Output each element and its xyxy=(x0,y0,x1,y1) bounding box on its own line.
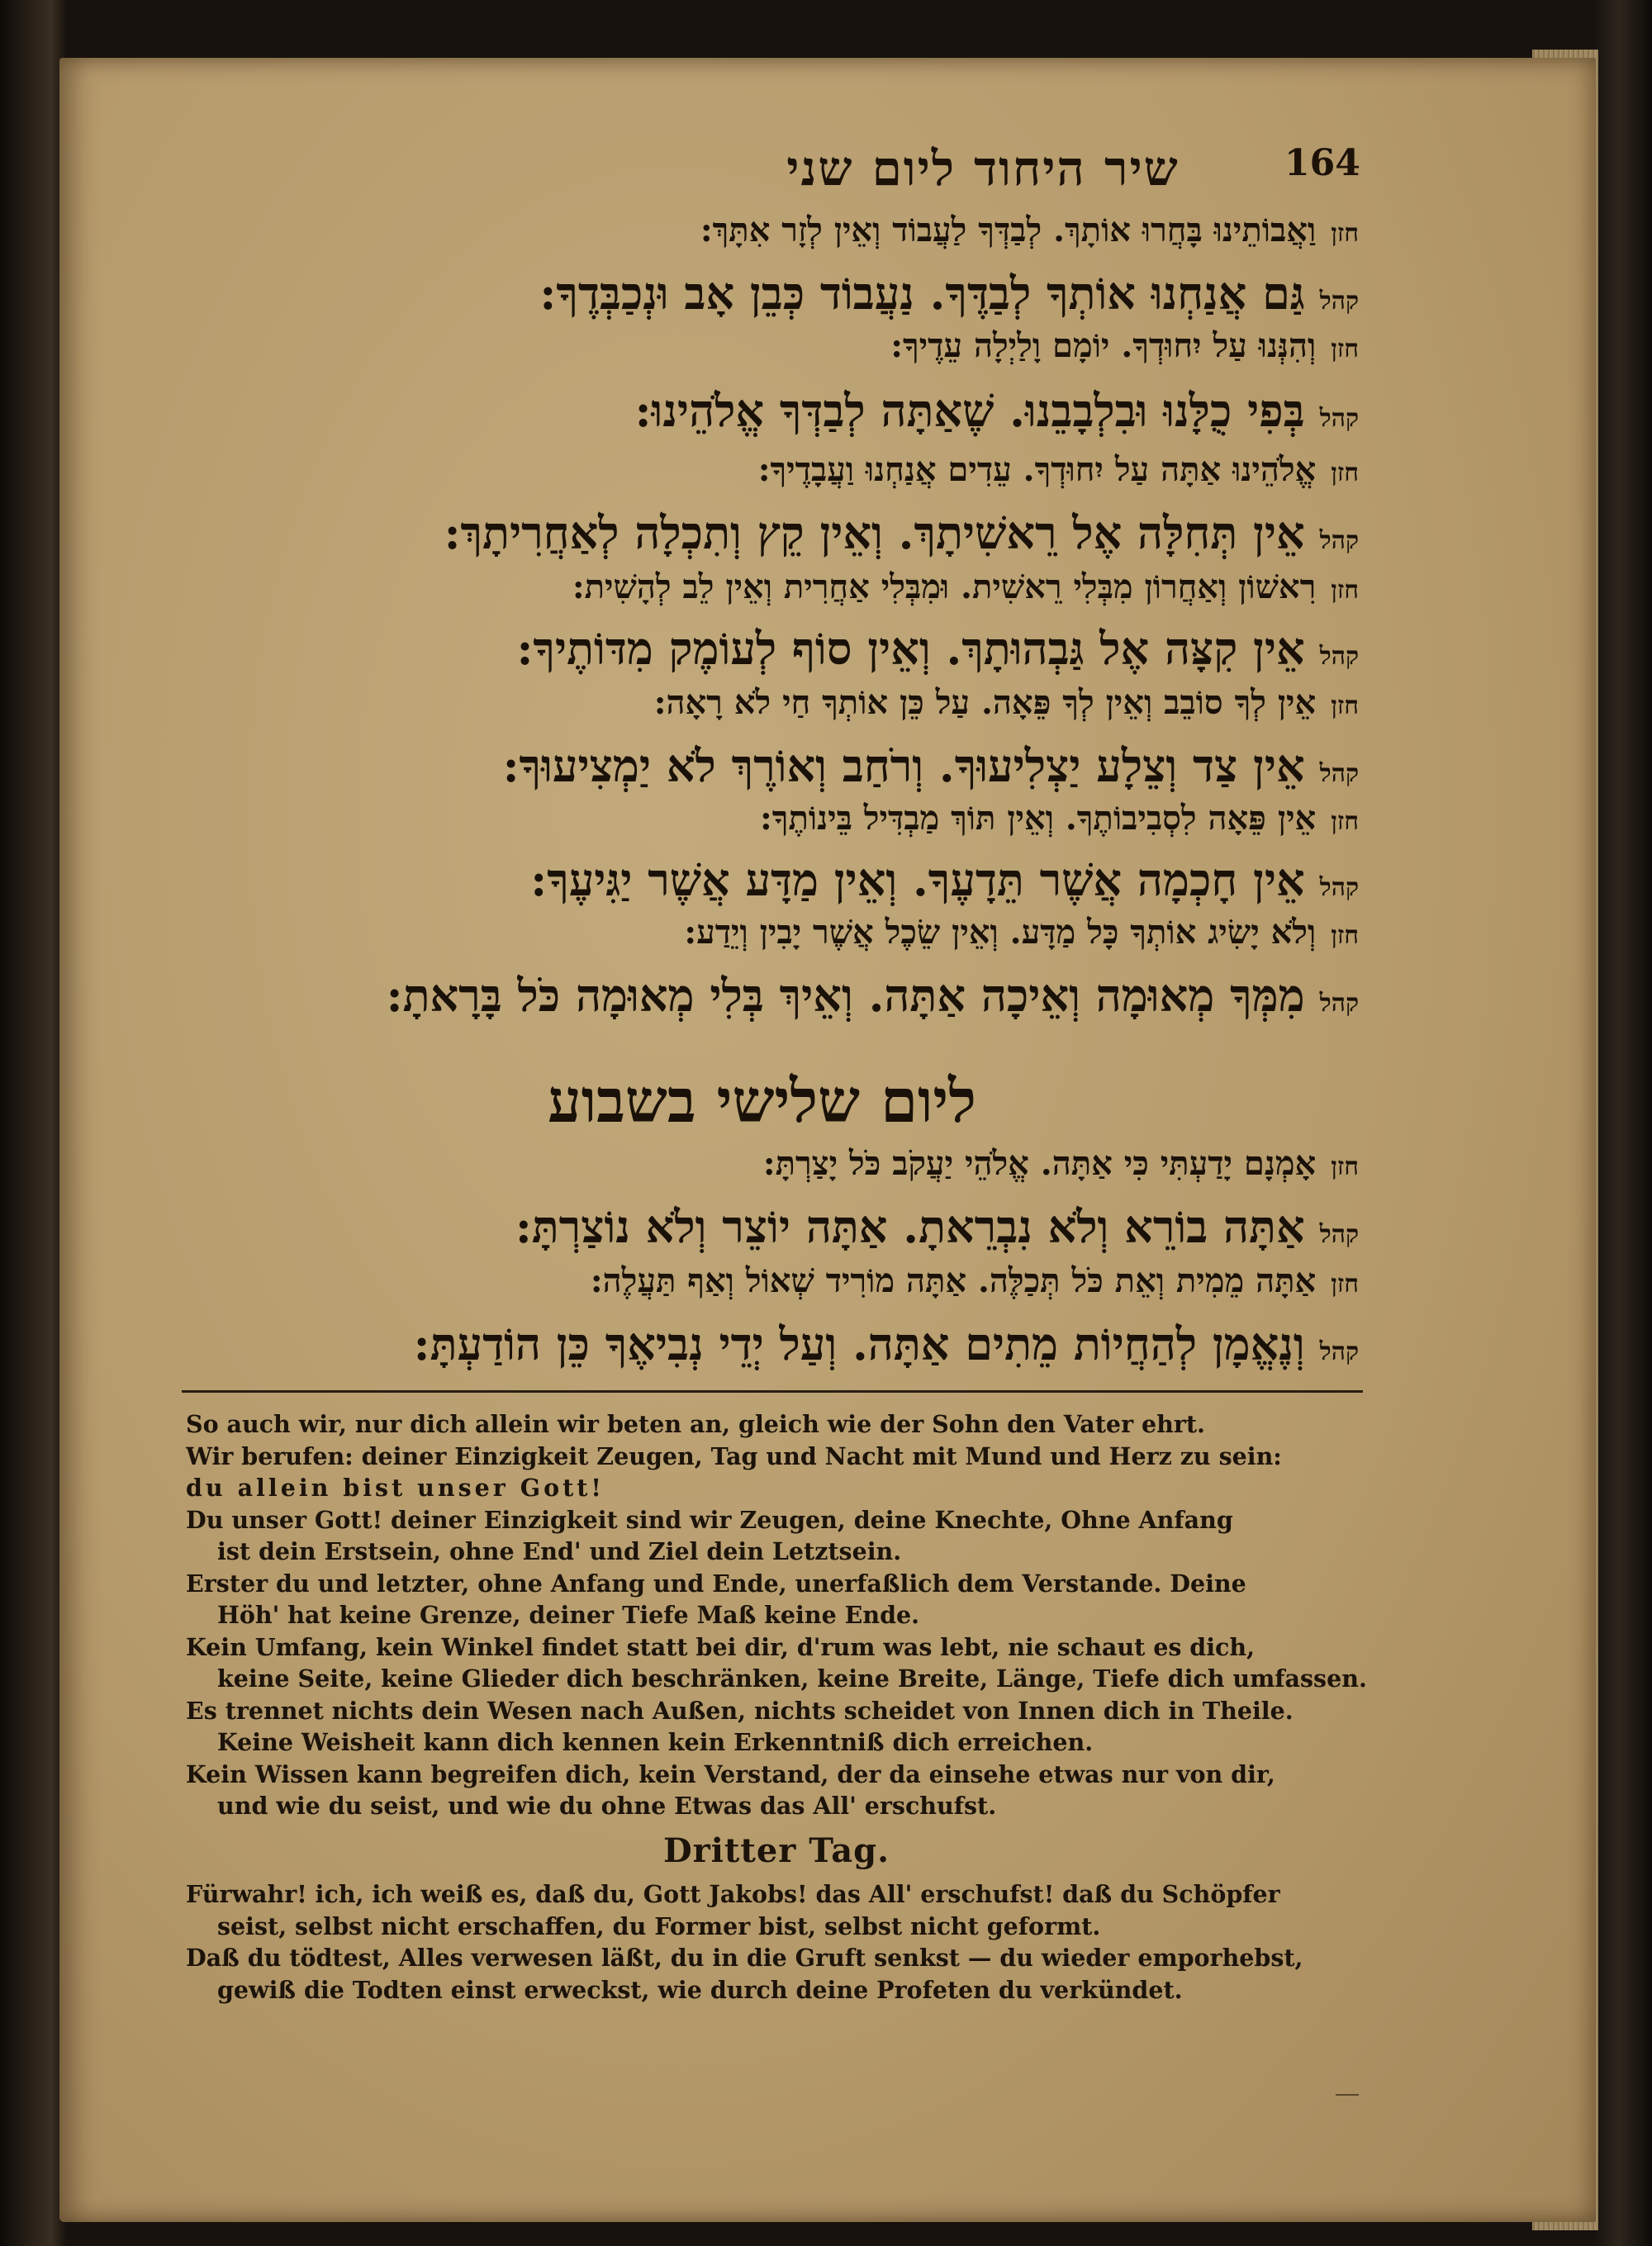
german-line: keine Seite, keine Glieder dich beschränken, keine Breite, Länge, Tiefe dich umfassen. xyxy=(217,1664,1367,1693)
page-header xyxy=(529,140,1355,215)
german-line: seist, selbst nicht erschaffen, du Former bist, selbst nicht geformt. xyxy=(217,1911,1101,1940)
german-line: Du unser Gott! deiner Einzigkeit sind wir Zeugen, deine Knechte, Ohne Anfang xyxy=(186,1505,1233,1534)
verse-text: אַתָּה מֵמִית וְאֵת כֹּל תְּכַלֶּה. אַתָּה מוֹרִיד שְׁאוֹל וְאַף תַּעֲלֶה: xyxy=(590,1261,1317,1300)
speaker-prefix: חזן xyxy=(1331,576,1359,605)
verse-text: אֵין חָכְמָה אֲשֶׁר תֵּדָעֶךָ. וְאֵין מַדָּע אֲשֶׁר יַגִּיעֶךָ: xyxy=(530,853,1305,906)
german-line: Daß du tödtest, Alles verwesen läßt, du in die Gruft senkst — du wieder emporhebst, xyxy=(186,1944,1303,1972)
speaker-prefix: קהל xyxy=(1319,759,1359,788)
german-line: Fürwahr! ich, ich weiß es, daß du, Gott Jakobs! das All' erschufst! daß du Schöpfer xyxy=(186,1880,1280,1908)
german-line: gewiß die Todten einst erweckst, wie durch deine Profeten du verkündet. xyxy=(217,1975,1183,2004)
page-number: 164 xyxy=(1284,142,1360,184)
speaker-prefix: קהל xyxy=(1319,1337,1359,1366)
hebrew-line xyxy=(760,799,1359,838)
speaker-prefix: קהל xyxy=(1319,404,1359,433)
speaker-prefix: קהל xyxy=(1319,287,1359,316)
divider-rule xyxy=(182,1390,1363,1393)
german-translation xyxy=(186,1408,1367,2006)
hebrew-line xyxy=(530,853,1359,906)
hebrew-line xyxy=(503,739,1359,792)
hebrew-line xyxy=(414,1318,1359,1370)
verse-text: אַתָּה בוֹרֵא וְלֹא נִבְרֵאתָ. אַתָּה יוֹצֵר וְלֹא נוֹצַרְתָּ: xyxy=(515,1200,1305,1253)
verse-text: וְלֹא יָשִׂיג אוֹתְךָ כָּל מַדָּע. וְאֵין שֵׂכֶל אֲשֶׁר יָבִין וְיֵדַע: xyxy=(684,913,1317,952)
bottom-mark xyxy=(1336,2094,1359,2096)
speaker-prefix: חזן xyxy=(1331,335,1359,363)
hebrew-line xyxy=(890,326,1359,365)
german-line: Keine Weisheit kann dich kennen kein Erkenntniß dich erreichen. xyxy=(217,1728,1094,1756)
running-head: שיר היחוד ליום שני xyxy=(786,140,1180,197)
hebrew-line xyxy=(684,913,1359,952)
speaker-prefix: קהל xyxy=(1319,989,1359,1018)
german-line: Kein Wissen kann begreifen dich, kein Verstand, der da einsehe etwas nur von dir, xyxy=(186,1759,1275,1788)
hebrew-line xyxy=(654,683,1359,722)
verse-text: וְהִנְּנוּ עַל יִחוּדְךָ. יוֹמָם וָלַיְלָה עֵדֶיךָ: xyxy=(890,326,1317,365)
verse-text: אֵין צַד וְצֵלָע יַצְלִיעוּךָ. וְרֹחַב וְאוֹרֶךְ לֹא יַמְצִיעוּךָ: xyxy=(502,739,1305,792)
german-line: So auch wir, nur dich allein wir beten an, gleich wie der Sohn den Vater ehrt. xyxy=(186,1410,1205,1438)
hebrew-text-block xyxy=(165,211,1359,1370)
verse-text: אֵין לְךָ סוֹבֵב וְאֵין לְךָ פֵּאָה. עַל כֵּן אוֹתְךָ חַי לֹא רָאָה: xyxy=(653,683,1317,722)
hebrew-line xyxy=(515,1200,1359,1253)
german-line: Es trennet nichts dein Wesen nach Außen, nichts scheidet von Innen dich in Theile. xyxy=(186,1696,1294,1725)
verse-text: אֱלֹהֵינוּ אַתָּה עַל יִחוּדְךָ. עֵדִים אֲנַחְנוּ וַעֲבָדֶיךָ: xyxy=(757,450,1317,489)
speaker-prefix: חזן xyxy=(1331,219,1359,248)
german-line: ist dein Erstsein, ohne End' und Ziel dein Letztsein. xyxy=(217,1537,902,1565)
german-line: Wir berufen: deiner Einzigkeit Zeugen, Tag und Nacht mit Mund und Herz zu sein: xyxy=(186,1441,1282,1470)
speaker-prefix: קהל xyxy=(1319,526,1359,555)
hebrew-line xyxy=(444,506,1359,559)
verse-text: בְּפִי כֻלָּנוּ וּבִלְבָבֵנוּ. שֶׁאַתָּה לְבַדְּךָ אֱלֹהֵינוּ: xyxy=(634,384,1305,437)
hebrew-line xyxy=(763,1144,1359,1183)
verse-text: רִאשׁוֹן וְאַחֲרוֹן מִבְּלִי רֵאשִׁית. וּמִבְּלִי אַחֲרִית וְאֵין לֵב לְהָשִׁית: xyxy=(572,567,1317,606)
verse-text: גַּם אֲנַחְנוּ אוֹתְךָ לְבַדֶּךָ. נַעֲבוֹד כְּבֵן אָב וּנְכַבְּדֶךָ: xyxy=(539,267,1305,320)
hebrew-line xyxy=(387,969,1359,1022)
german-line: und wie du seist, und wie du ohne Etwas das All' erschufst. xyxy=(217,1792,997,1820)
verse-text: מִמְּךָ מְאוּמָה וְאֵיכָה אַתָּה. וְאֵיךְ בְּלִי מְאוּמָה כֹּל בָּרָאתָ: xyxy=(386,969,1305,1022)
verse-text: אֵין קִצָּה אֶל גַּבְהוּתָךְ. וְאֵין סוֹף לְעוֹמֶק מִדּוֹתֶיךָ: xyxy=(516,622,1305,675)
verse-text: אֵין תְּחִלָּה אֶל רֵאשִׁיתָךְ. וְאֵין קֵץ וְתִכְלָה לְאַחֲרִיתָךְ: xyxy=(444,506,1305,559)
german-translation-day3 xyxy=(186,1878,1367,2006)
hebrew-line xyxy=(700,211,1359,249)
hebrew-line xyxy=(591,1261,1359,1300)
german-line: Erster du und letzter, ohne Anfang und Ende, unerfaßlich dem Verstande. Deine xyxy=(186,1569,1246,1598)
speaker-prefix: חזן xyxy=(1331,458,1359,487)
speaker-prefix: חזן xyxy=(1331,1270,1359,1299)
verse-text: וַאֲבוֹתֵינוּ בָּחֲרוּ אוֹתָךְ. לְבַדְּךָ לַעֲבוֹד וְאֵין לְזָר אִתָּךְ: xyxy=(700,211,1317,249)
speaker-prefix: חזן xyxy=(1331,691,1359,720)
hebrew-line xyxy=(758,450,1359,489)
speaker-prefix: חזן xyxy=(1331,807,1359,836)
german-translation-day2 xyxy=(186,1408,1367,1822)
german-line: Kein Umfang, kein Winkel findet statt bei dir, d'rum was lebt, nie schaut es dich, xyxy=(186,1632,1256,1661)
hebrew-line xyxy=(516,622,1359,675)
verse-text: אָמְנָם יָדַעְתִּי כִּי אַתָּה. אֱלֹהֵי יַעֲקֹב כֹּל יָצַרְתָּ: xyxy=(762,1144,1317,1183)
section-title: ליום שלישי בשבוע xyxy=(548,1066,976,1136)
speaker-prefix: קהל xyxy=(1319,873,1359,902)
speaker-prefix: קהל xyxy=(1319,1220,1359,1249)
german-line: Höh' hat keine Grenze, deiner Tiefe Maß keine Ende. xyxy=(217,1601,920,1629)
speaker-prefix: קהל xyxy=(1319,642,1359,671)
speaker-prefix: חזן xyxy=(1331,1152,1359,1181)
german-heading: Dritter Tag. xyxy=(662,1831,890,1870)
hebrew-line xyxy=(572,567,1359,606)
verse-text: וְנֶאֱמָן לְהַחֲיוֹת מֵתִים אַתָּה. וְעַל יְדֵי נְבִיאֶךָ כֵּן הוֹדַעְתָּ: xyxy=(413,1318,1305,1370)
hebrew-line xyxy=(635,384,1359,437)
speaker-prefix: חזן xyxy=(1331,921,1359,950)
hebrew-line xyxy=(539,267,1359,320)
verse-text: אֵין פֵּאָה לִסְבִיבוֹתֶךָ. וְאֵין תּוֹךְ מַבְדִּיל בֵּינוֹתֶךָ: xyxy=(760,799,1317,838)
german-line: du allein bist unser Gott! xyxy=(186,1474,605,1502)
